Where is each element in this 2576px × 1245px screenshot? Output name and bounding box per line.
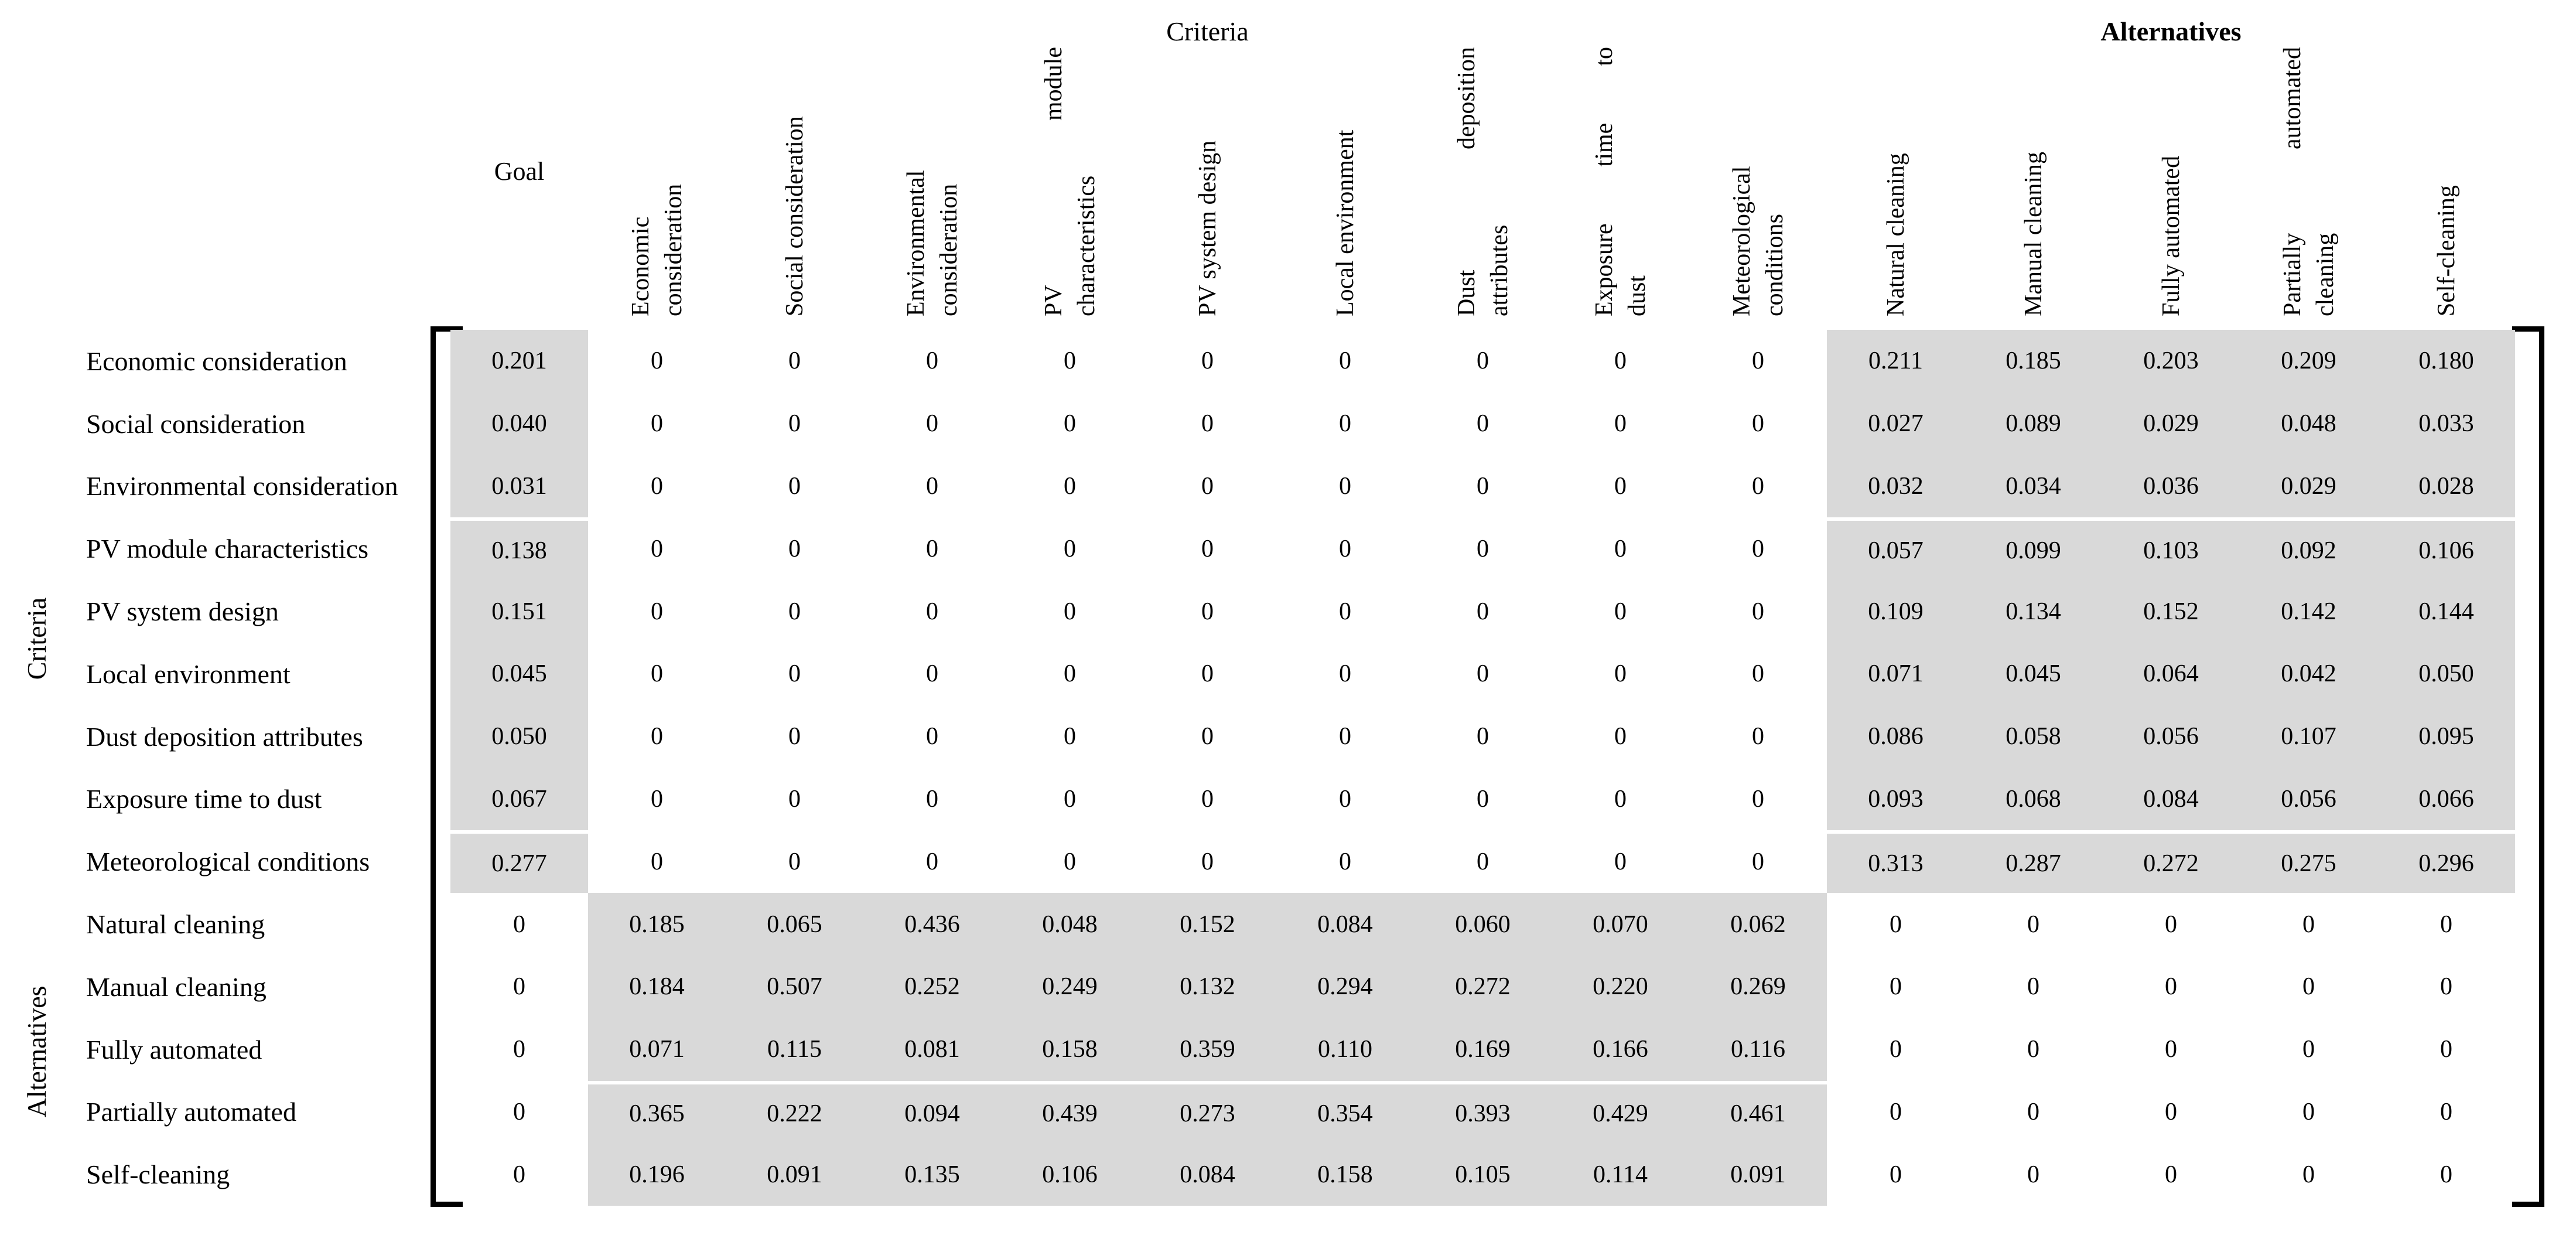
header-word: Exposure	[1590, 223, 1618, 316]
matrix-cell-r8c2: 0	[651, 785, 663, 813]
matrix-cell-r6c1: 0.045	[450, 643, 588, 705]
matrix-cell-r4c3: 0	[788, 535, 801, 562]
matrix-cell-r3c9: 0	[1614, 472, 1627, 500]
matrix-cell-r4c14: 0.092	[2240, 517, 2377, 580]
matrix-cell-r6c9: 0	[1614, 660, 1627, 688]
header-line: cleaning	[2311, 233, 2339, 316]
row-label-meteorological-conditions: Meteorological conditions	[86, 847, 370, 877]
matrix-cell-r9c2: 0	[651, 848, 663, 875]
matrix-cell-r8c4: 0	[926, 785, 938, 813]
matrix-cell-r6c13: 0.064	[2102, 643, 2240, 705]
matrix-cell-r11c1: 0	[513, 973, 525, 1001]
matrix-cell-r8c12: 0.068	[1965, 768, 2102, 831]
matrix-cell-r11c9: 0.220	[1552, 956, 1689, 1018]
row-label-local-environment: Local environment	[86, 659, 291, 689]
matrix-cell-r7c15: 0.095	[2377, 705, 2515, 768]
header-line: consideration	[660, 183, 687, 316]
rotated-header-text	[1001, 47, 1139, 316]
matrix-cell-r11c7: 0.294	[1276, 956, 1414, 1018]
matrix-cell-r12c8: 0.169	[1414, 1018, 1552, 1081]
matrix-cell-r12c14: 0	[2302, 1036, 2315, 1063]
matrix-cell-r9c6: 0	[1201, 848, 1214, 875]
supermatrix-grid	[450, 330, 2515, 1206]
matrix-cell-r1c11: 0.211	[1827, 330, 1965, 393]
matrix-cell-r14c9: 0.114	[1552, 1143, 1689, 1206]
matrix-cell-r6c5: 0	[1064, 660, 1076, 688]
matrix-cell-r7c9: 0	[1614, 723, 1627, 751]
matrix-cell-r9c12: 0.287	[1965, 830, 2102, 893]
criteria-columns-title: Criteria	[1166, 16, 1249, 46]
matrix-cell-r14c15: 0	[2440, 1161, 2452, 1188]
matrix-cell-r10c11: 0	[1890, 910, 1902, 938]
matrix-cell-r10c14: 0	[2302, 910, 2315, 938]
matrix-cell-r4c5: 0	[1064, 535, 1076, 562]
matrix-cell-r1c3: 0	[788, 347, 801, 375]
matrix-cell-r14c10: 0.091	[1689, 1143, 1827, 1206]
header-word: automated	[2278, 47, 2306, 149]
matrix-cell-r2c9: 0	[1614, 410, 1627, 438]
matrix-cell-r8c9: 0	[1614, 785, 1627, 813]
alternatives-columns-title: Alternatives	[2100, 16, 2242, 46]
matrix-cell-r1c7: 0	[1339, 347, 1351, 375]
matrix-cell-r4c4: 0	[926, 535, 938, 562]
matrix-cell-r1c15: 0.180	[2377, 330, 2515, 393]
matrix-cell-r2c13: 0.029	[2102, 393, 2240, 455]
matrix-cell-r9c1: 0.277	[450, 830, 588, 893]
matrix-cell-r12c4: 0.081	[863, 1018, 1001, 1081]
matrix-cell-r3c4: 0	[926, 472, 938, 500]
matrix-cell-r14c13: 0	[2165, 1161, 2177, 1188]
matrix-cell-r11c14: 0	[2302, 973, 2315, 1001]
matrix-cell-r11c2: 0.184	[588, 956, 726, 1018]
header-line: Manual cleaning	[2020, 151, 2047, 316]
matrix-cell-r9c4: 0	[926, 848, 938, 875]
matrix-cell-r8c3: 0	[788, 785, 801, 813]
header-word: Meteorological	[1728, 166, 1755, 316]
matrix-cell-r5c8: 0	[1477, 598, 1489, 625]
matrix-cell-r4c12: 0.099	[1965, 517, 2102, 580]
row-label-natural-cleaning: Natural cleaning	[86, 909, 265, 940]
matrix-cell-r6c8: 0	[1477, 660, 1489, 688]
matrix-cell-r7c10: 0	[1752, 723, 1764, 751]
header-line: Fully automated	[2157, 155, 2185, 316]
column-header-natural-cleaning	[1827, 47, 1965, 316]
matrix-cell-r4c1: 0.138	[450, 517, 588, 580]
rotated-header-text	[588, 47, 726, 316]
matrix-cell-r9c7: 0	[1339, 848, 1351, 875]
matrix-cell-r11c3: 0.507	[726, 956, 863, 1018]
row-label-pv-system-design: PV system design	[86, 596, 279, 627]
matrix-cell-r13c10: 0.461	[1689, 1081, 1827, 1144]
matrix-cell-r3c1: 0.031	[450, 455, 588, 518]
matrix-cell-r12c9: 0.166	[1552, 1018, 1689, 1081]
matrix-cell-r10c13: 0	[2165, 910, 2177, 938]
header-line: Social consideration	[781, 116, 808, 316]
matrix-cell-r3c3: 0	[788, 472, 801, 500]
matrix-cell-r11c15: 0	[2440, 973, 2452, 1001]
matrix-cell-r1c5: 0	[1064, 347, 1076, 375]
rotated-header-text	[1414, 47, 1552, 316]
row-label-economic-consideration: Economic consideration	[86, 346, 347, 376]
matrix-cell-r6c11: 0.071	[1827, 643, 1965, 705]
matrix-cell-r3c10: 0	[1752, 472, 1764, 500]
matrix-cell-r2c2: 0	[651, 410, 663, 438]
header-word: Environmental	[902, 170, 930, 316]
matrix-cell-r8c14: 0.056	[2240, 768, 2377, 831]
matrix-cell-r14c7: 0.158	[1276, 1143, 1414, 1206]
header-line	[900, 47, 932, 316]
matrix-cell-r12c15: 0	[2440, 1036, 2452, 1063]
header-line	[1450, 47, 1483, 316]
matrix-cell-r2c4: 0	[926, 410, 938, 438]
matrix-cell-r12c12: 0	[2027, 1036, 2039, 1063]
matrix-cell-r11c10: 0.269	[1689, 956, 1827, 1018]
matrix-cell-r8c5: 0	[1064, 785, 1076, 813]
row-label-manual-cleaning: Manual cleaning	[86, 971, 267, 1002]
matrix-cell-r3c14: 0.029	[2240, 455, 2377, 518]
matrix-cell-r4c7: 0	[1339, 535, 1351, 562]
matrix-cell-r13c7: 0.354	[1276, 1081, 1414, 1144]
matrix-cell-r11c4: 0.252	[863, 956, 1001, 1018]
matrix-cell-r9c5: 0	[1064, 848, 1076, 875]
matrix-cell-r8c1: 0.067	[450, 768, 588, 831]
matrix-cell-r4c6: 0	[1201, 535, 1214, 562]
matrix-cell-r8c13: 0.084	[2102, 768, 2240, 831]
header-line: characteristics	[1072, 175, 1100, 316]
rotated-header-text	[2377, 47, 2515, 316]
matrix-cell-r4c15: 0.106	[2377, 517, 2515, 580]
matrix-cell-r7c6: 0	[1201, 723, 1214, 751]
matrix-cell-r13c14: 0	[2302, 1098, 2315, 1125]
matrix-cell-r8c6: 0	[1201, 785, 1214, 813]
matrix-cell-r7c7: 0	[1339, 723, 1351, 751]
matrix-cell-r14c6: 0.084	[1139, 1143, 1276, 1206]
header-word: deposition	[1453, 47, 1480, 149]
matrix-cell-r6c6: 0	[1201, 660, 1214, 688]
matrix-cell-r12c7: 0.110	[1276, 1018, 1414, 1081]
matrix-cell-r6c4: 0	[926, 660, 938, 688]
matrix-cell-r10c9: 0.070	[1552, 893, 1689, 956]
row-label-social-consideration: Social consideration	[86, 408, 306, 439]
rotated-header-text	[726, 47, 863, 316]
matrix-cell-r14c3: 0.091	[726, 1143, 863, 1206]
matrix-cell-r13c15: 0	[2440, 1098, 2452, 1125]
matrix-cell-r9c15: 0.296	[2377, 830, 2515, 893]
matrix-cell-r3c15: 0.028	[2377, 455, 2515, 518]
matrix-cell-r5c13: 0.152	[2102, 580, 2240, 643]
matrix-cell-r10c15: 0	[2440, 910, 2452, 938]
matrix-cell-r10c12: 0	[2027, 910, 2039, 938]
matrix-cell-r13c1: 0	[513, 1098, 525, 1125]
row-label-dust-deposition-attributes: Dust deposition attributes	[86, 721, 363, 752]
matrix-cell-r7c1: 0.050	[450, 705, 588, 768]
row-label-environmental-consideration: Environmental consideration	[86, 471, 398, 502]
matrix-cell-r2c10: 0	[1752, 410, 1764, 438]
matrix-cell-r4c10: 0	[1752, 535, 1764, 562]
column-header-goal: Goal	[494, 156, 545, 186]
matrix-cell-r12c5: 0.158	[1001, 1018, 1139, 1081]
matrix-cell-r7c4: 0	[926, 723, 938, 751]
matrix-cell-r2c1: 0.040	[450, 393, 588, 455]
matrix-cell-r2c14: 0.048	[2240, 393, 2377, 455]
matrix-cell-r9c11: 0.313	[1827, 830, 1965, 893]
rotated-header-text	[1276, 47, 1414, 316]
matrix-cell-r9c3: 0	[788, 848, 801, 875]
column-header-partially-automated-cleaning	[2240, 47, 2377, 316]
header-line: PV system design	[1194, 140, 1221, 316]
matrix-cell-r8c7: 0	[1339, 785, 1351, 813]
matrix-cell-r12c1: 0	[513, 1036, 525, 1063]
matrix-cell-r1c12: 0.185	[1965, 330, 2102, 393]
matrix-cell-r5c4: 0	[926, 598, 938, 625]
matrix-cell-r13c5: 0.439	[1001, 1081, 1139, 1144]
matrix-cell-r7c5: 0	[1064, 723, 1076, 751]
matrix-cell-r14c5: 0.106	[1001, 1143, 1139, 1206]
matrix-cell-r2c11: 0.027	[1827, 393, 1965, 455]
row-label-partially-automated: Partially automated	[86, 1097, 296, 1127]
matrix-cell-r2c15: 0.033	[2377, 393, 2515, 455]
matrix-cell-r5c15: 0.144	[2377, 580, 2515, 643]
matrix-cell-r8c8: 0	[1477, 785, 1489, 813]
rotated-header-text	[1139, 47, 1276, 316]
matrix-cell-r3c6: 0	[1201, 472, 1214, 500]
matrix-cell-r4c2: 0	[651, 535, 663, 562]
header-line: attributes	[1485, 224, 1513, 316]
matrix-cell-r11c5: 0.249	[1001, 956, 1139, 1018]
criteria-rows-group-label: Criteria	[21, 597, 52, 680]
matrix-cell-r2c5: 0	[1064, 410, 1076, 438]
matrix-cell-r10c2: 0.185	[588, 893, 726, 956]
column-header-pv-system-design	[1139, 47, 1276, 316]
column-header-environmental-consideration	[863, 47, 1001, 316]
matrix-cell-r12c2: 0.071	[588, 1018, 726, 1081]
matrix-cell-r5c12: 0.134	[1965, 580, 2102, 643]
header-line: Local environment	[1331, 129, 1359, 316]
matrix-cell-r13c8: 0.393	[1414, 1081, 1552, 1144]
header-word: Economic	[627, 216, 654, 316]
matrix-cell-r4c13: 0.103	[2102, 517, 2240, 580]
matrix-cell-r10c1: 0	[513, 910, 525, 938]
matrix-cell-r13c4: 0.094	[863, 1081, 1001, 1144]
matrix-cell-r9c8: 0	[1477, 848, 1489, 875]
header-line	[624, 47, 657, 316]
matrix-cell-r3c2: 0	[651, 472, 663, 500]
rotated-header-text	[1965, 47, 2102, 316]
rotated-header-text	[1827, 47, 1965, 316]
matrix-cell-r6c15: 0.050	[2377, 643, 2515, 705]
row-labels	[86, 330, 432, 1206]
header-word: module	[1040, 47, 1067, 121]
matrix-cell-r1c4: 0	[926, 347, 938, 375]
rotated-header-text	[2240, 47, 2377, 316]
column-header-exposure-time-to-dust	[1552, 47, 1689, 316]
matrix-cell-r14c11: 0	[1890, 1161, 1902, 1188]
matrix-cell-r13c3: 0.222	[726, 1081, 863, 1144]
matrix-cell-r14c8: 0.105	[1414, 1143, 1552, 1206]
matrix-cell-r14c4: 0.135	[863, 1143, 1001, 1206]
matrix-cell-r4c9: 0	[1614, 535, 1627, 562]
column-header-self-cleaning	[2377, 47, 2515, 316]
matrix-cell-r10c7: 0.084	[1276, 893, 1414, 956]
matrix-cell-r7c14: 0.107	[2240, 705, 2377, 768]
header-line: conditions	[1761, 214, 1788, 316]
header-line: consideration	[935, 183, 962, 316]
header-word: to	[1590, 47, 1618, 66]
column-header-pv-module-characteristics	[1001, 47, 1139, 316]
rotated-header-text	[2102, 47, 2240, 316]
matrix-cell-r7c8: 0	[1477, 723, 1489, 751]
matrix-cell-r10c10: 0.062	[1689, 893, 1827, 956]
row-label-pv-module-characteristics: PV module characteristics	[86, 534, 369, 564]
matrix-cell-r11c6: 0.132	[1139, 956, 1276, 1018]
matrix-cell-r3c13: 0.036	[2102, 455, 2240, 518]
matrix-cell-r6c7: 0	[1339, 660, 1351, 688]
matrix-cell-r2c12: 0.089	[1965, 393, 2102, 455]
matrix-cell-r11c12: 0	[2027, 973, 2039, 1001]
matrix-cell-r3c11: 0.032	[1827, 455, 1965, 518]
matrix-cell-r9c9: 0	[1614, 848, 1627, 875]
matrix-cell-r12c11: 0	[1890, 1036, 1902, 1063]
matrix-cell-r1c10: 0	[1752, 347, 1764, 375]
header-line	[2276, 47, 2309, 316]
header-word: Partially	[2278, 233, 2306, 316]
matrix-cell-r1c1: 0.201	[450, 330, 588, 393]
matrix-cell-r13c12: 0	[2027, 1098, 2039, 1125]
matrix-cell-r4c8: 0	[1477, 535, 1489, 562]
matrix-cell-r9c10: 0	[1752, 848, 1764, 875]
column-header-local-environment	[1276, 47, 1414, 316]
matrix-cell-r7c13: 0.056	[2102, 705, 2240, 768]
matrix-cell-r3c12: 0.034	[1965, 455, 2102, 518]
matrix-cell-r5c11: 0.109	[1827, 580, 1965, 643]
matrix-cell-r11c8: 0.272	[1414, 956, 1552, 1018]
row-label-exposure-time-to-dust: Exposure time to dust	[86, 784, 322, 814]
matrix-cell-r5c5: 0	[1064, 598, 1076, 625]
matrix-cell-r5c3: 0	[788, 598, 801, 625]
rotated-header-text	[1689, 47, 1827, 316]
alternatives-rows-group-label: Alternatives	[21, 985, 52, 1118]
matrix-cell-r14c1: 0	[513, 1161, 525, 1188]
header-line: Natural cleaning	[1882, 153, 1909, 316]
matrix-cell-r10c6: 0.152	[1139, 893, 1276, 956]
header-word: PV	[1040, 285, 1067, 316]
matrix-cell-r12c6: 0.359	[1139, 1018, 1276, 1081]
matrix-cell-r2c8: 0	[1477, 410, 1489, 438]
matrix-cell-r8c10: 0	[1752, 785, 1764, 813]
matrix-cell-r1c14: 0.209	[2240, 330, 2377, 393]
matrix-cell-r3c8: 0	[1477, 472, 1489, 500]
matrix-cell-r5c2: 0	[651, 598, 663, 625]
rotated-header-text	[863, 47, 1001, 316]
matrix-cell-r10c5: 0.048	[1001, 893, 1139, 956]
matrix-cell-r6c14: 0.042	[2240, 643, 2377, 705]
matrix-cell-r14c12: 0	[2027, 1161, 2039, 1188]
matrix-cell-r7c11: 0.086	[1827, 705, 1965, 768]
matrix-cell-r6c12: 0.045	[1965, 643, 2102, 705]
matrix-cell-r13c2: 0.365	[588, 1081, 726, 1144]
matrix-cell-r5c9: 0	[1614, 598, 1627, 625]
matrix-cell-r1c13: 0.203	[2102, 330, 2240, 393]
matrix-cell-r10c4: 0.436	[863, 893, 1001, 956]
matrix-cell-r12c13: 0	[2165, 1036, 2177, 1063]
row-label-fully-automated: Fully automated	[86, 1034, 262, 1065]
matrix-cell-r2c6: 0	[1201, 410, 1214, 438]
matrix-cell-r13c6: 0.273	[1139, 1081, 1276, 1144]
matrix-cell-r7c2: 0	[651, 723, 663, 751]
matrix-cell-r13c9: 0.429	[1552, 1081, 1689, 1144]
matrix-cell-r13c11: 0	[1890, 1098, 1902, 1125]
matrix-cell-r5c10: 0	[1752, 598, 1764, 625]
header-word: Dust	[1453, 270, 1480, 316]
matrix-bracket-right	[2512, 326, 2544, 1207]
header-line	[1726, 47, 1758, 316]
matrix-cell-r11c13: 0	[2165, 973, 2177, 1001]
header-line	[1588, 47, 1621, 316]
matrix-cell-r1c9: 0	[1614, 347, 1627, 375]
matrix-cell-r4c11: 0.057	[1827, 517, 1965, 580]
matrix-cell-r9c14: 0.275	[2240, 830, 2377, 893]
matrix-cell-r10c3: 0.065	[726, 893, 863, 956]
matrix-cell-r8c15: 0.066	[2377, 768, 2515, 831]
column-header-manual-cleaning	[1965, 47, 2102, 316]
column-header-social-consideration	[726, 47, 863, 316]
matrix-cell-r7c12: 0.058	[1965, 705, 2102, 768]
column-header-fully-automated	[2102, 47, 2240, 316]
matrix-cell-r5c7: 0	[1339, 598, 1351, 625]
column-header-economic-consideration	[588, 47, 726, 316]
matrix-cell-r11c11: 0	[1890, 973, 1902, 1001]
matrix-cell-r5c1: 0.151	[450, 580, 588, 643]
matrix-cell-r2c7: 0	[1339, 410, 1351, 438]
matrix-cell-r6c3: 0	[788, 660, 801, 688]
header-line	[1037, 47, 1070, 316]
matrix-cell-r1c8: 0	[1477, 347, 1489, 375]
matrix-cell-r9c13: 0.272	[2102, 830, 2240, 893]
matrix-cell-r5c6: 0	[1201, 598, 1214, 625]
matrix-cell-r6c10: 0	[1752, 660, 1764, 688]
column-header-meteorological-conditions	[1689, 47, 1827, 316]
matrix-cell-r5c14: 0.142	[2240, 580, 2377, 643]
column-header-dust-deposition-attributes	[1414, 47, 1552, 316]
matrix-cell-r13c13: 0	[2165, 1098, 2177, 1125]
matrix-cell-r1c6: 0	[1201, 347, 1214, 375]
matrix-cell-r12c10: 0.116	[1689, 1018, 1827, 1081]
matrix-cell-r7c3: 0	[788, 723, 801, 751]
matrix-cell-r14c14: 0	[2302, 1161, 2315, 1188]
matrix-cell-r3c7: 0	[1339, 472, 1351, 500]
matrix-cell-r8c11: 0.093	[1827, 768, 1965, 831]
matrix-cell-r10c8: 0.060	[1414, 893, 1552, 956]
matrix-cell-r6c2: 0	[651, 660, 663, 688]
rotated-header-text	[1552, 47, 1689, 316]
matrix-cell-r1c2: 0	[651, 347, 663, 375]
matrix-cell-r2c3: 0	[788, 410, 801, 438]
matrix-cell-r3c5: 0	[1064, 472, 1076, 500]
matrix-cell-r14c2: 0.196	[588, 1143, 726, 1206]
header-line: dust	[1623, 275, 1651, 316]
matrix-cell-r12c3: 0.115	[726, 1018, 863, 1081]
header-line: Self-cleaning	[2432, 185, 2460, 316]
header-word: time	[1590, 122, 1618, 167]
row-label-self-cleaning: Self-cleaning	[86, 1159, 230, 1190]
